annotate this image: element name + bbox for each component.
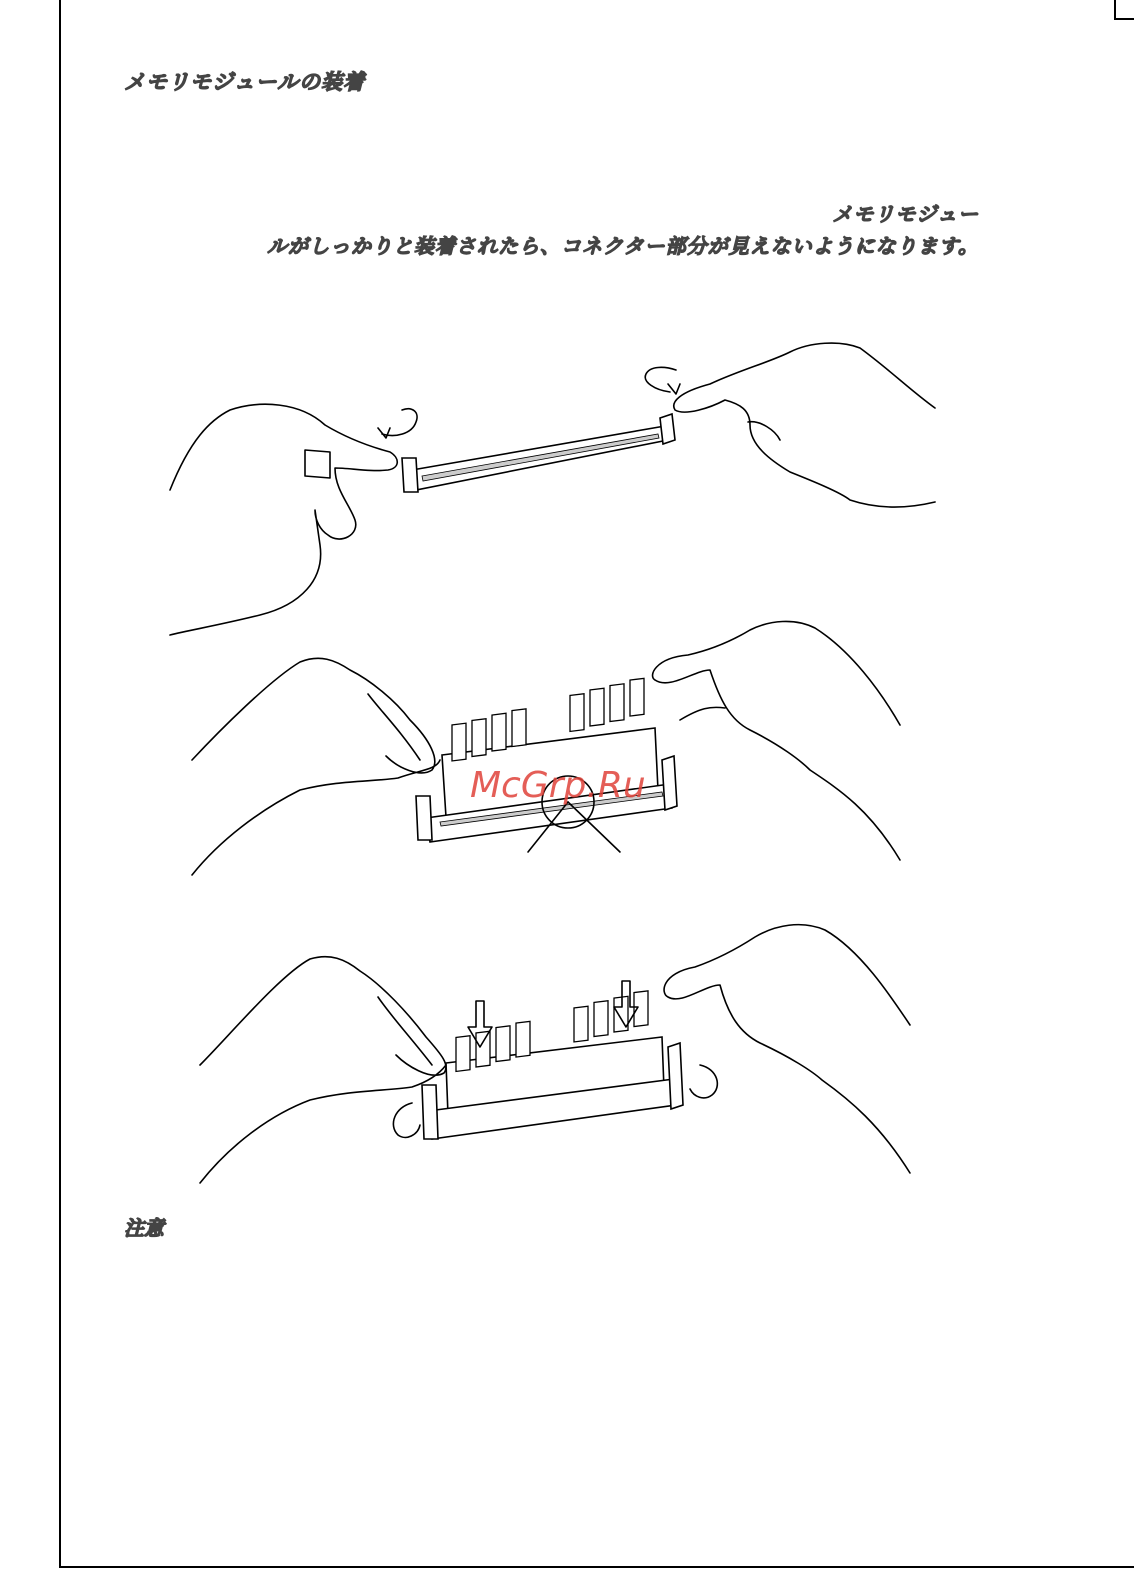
corner-crop-mark (1114, 0, 1134, 20)
right-latch (660, 414, 675, 444)
figure-insert-module (150, 610, 950, 890)
left-latch (416, 796, 432, 840)
left-hand (200, 957, 446, 1183)
section-heading: メモリモジュールの装着 (124, 70, 366, 94)
watermark-text: McGrp.Ru (470, 765, 646, 806)
right-latch (668, 1043, 683, 1109)
left-rotate-arrow (382, 409, 417, 436)
right-hand (653, 621, 900, 860)
insert-module-notch-alignment-illustration (150, 610, 950, 890)
left-hand (192, 658, 440, 875)
right-latch (662, 756, 677, 810)
page-border-bottom (59, 1566, 1134, 1568)
slot-pins (422, 434, 659, 481)
page-border-left (59, 0, 61, 1568)
left-latch-rotate-arrow (393, 1103, 420, 1137)
left-hand (170, 404, 397, 635)
paragraph-line-1: メモリモジュー (832, 202, 979, 226)
right-latch-rotate-arrow (690, 1065, 717, 1098)
open-latches-illustration (150, 330, 950, 640)
right-hand (674, 343, 935, 507)
figure-press-module (150, 915, 950, 1190)
paragraph-line-2: ルがしっかりと装着されたら、コネクター部分が見えないようになります。 (267, 234, 979, 258)
left-latch (422, 1085, 438, 1139)
figure-open-latches (150, 330, 950, 640)
right-hand (664, 925, 910, 1173)
left-latch (402, 458, 418, 492)
press-module-latches-close-illustration (150, 915, 950, 1190)
left-thumb-nail (305, 450, 330, 478)
note-heading: 注意 (124, 1216, 164, 1240)
